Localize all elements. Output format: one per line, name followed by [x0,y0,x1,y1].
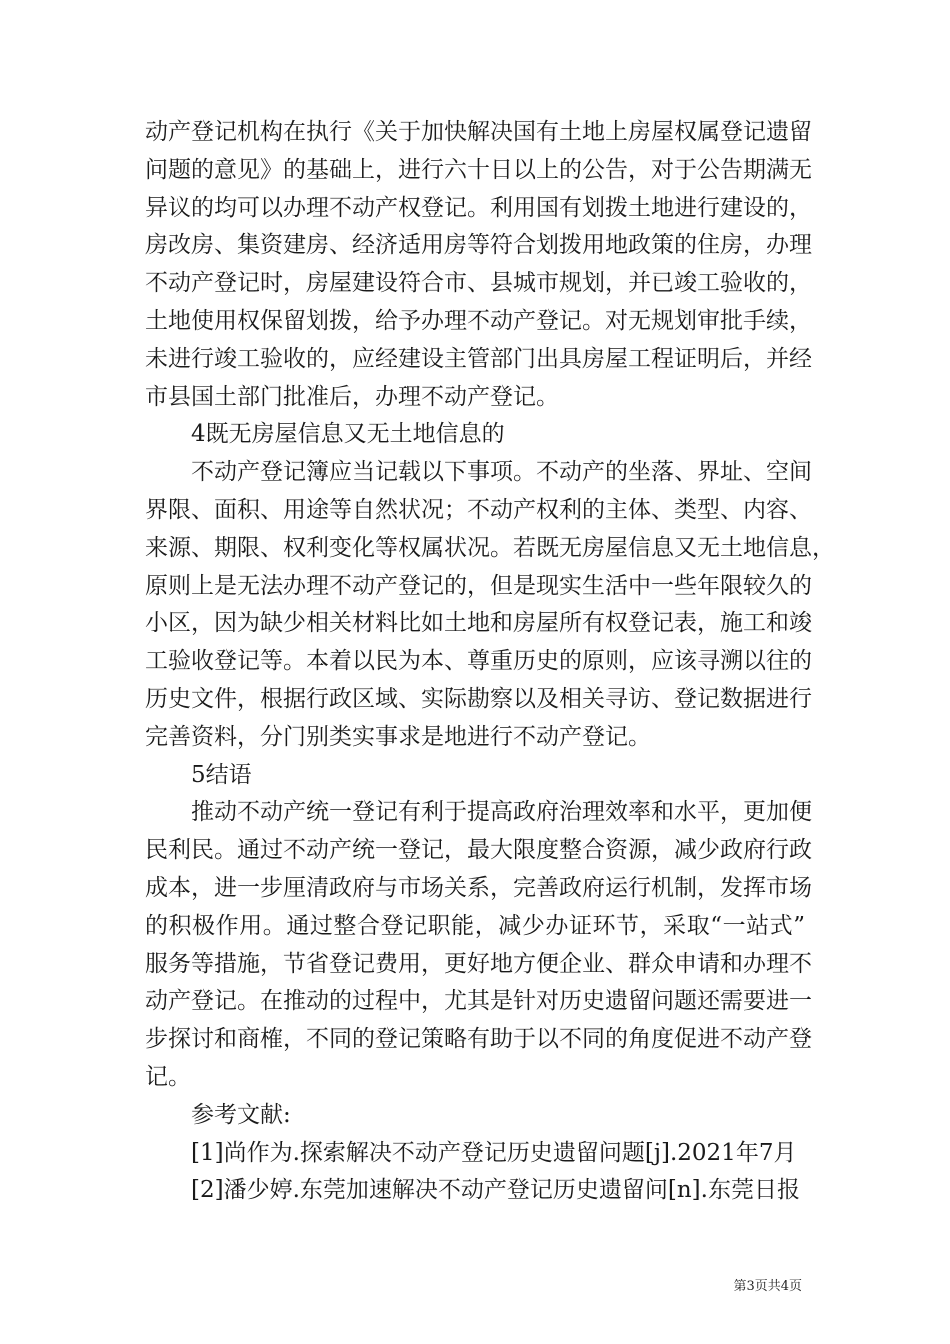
document-body [145,114,835,1210]
text-line: 房改房、集资建房、经济适用房等符合划拨用地政策的住房，办理 [145,232,812,259]
text-line: 服务等措施，节省登记费用，更好地方便企业、群众申请和办理不 [145,950,812,977]
text-line: 未进行竣工验收的，应经建设主管部门出具房屋工程证明后，并经 [145,345,812,372]
text-line: 步探讨和商榷，不同的登记策略有助于以不同的角度促进不动产登 [145,1026,812,1053]
reference-item: [1]尚作为.探索解决不动产登记历史遗留问题[j].2021年7月 [191,1139,797,1166]
text-line: 的积极作用。通过整合登记职能，减少办证环节，采取“一站式” [145,912,805,939]
text-line: 历史文件，根据行政区域、实际勘察以及相关寻访、登记数据进行 [145,685,812,712]
text-line: 成本，进一步厘清政府与市场关系，完善政府运行机制，发挥市场 [145,874,812,901]
paragraph-first-line: 不动产登记簿应当记载以下事项。不动产的坐落、界址、空间 [191,459,812,486]
text-line: 动产登记机构在执行《关于加快解决国有土地上房屋权属登记遗留 [145,119,812,145]
text-line: 异议的均可以办理不动产权登记。利用国有划拨土地进行建设的， [145,194,812,221]
text-line: 市县国土部门批准后，办理不动产登记。 [145,383,559,410]
text-line: 不动产登记时，房屋建设符合市、县城市规划，并已竣工验收的， [145,270,812,297]
page-number: 第3页共4页 [733,1279,802,1294]
text-line: 动产登记。在推动的过程中，尤其是针对历史遗留问题还需要进一 [145,988,812,1015]
section-heading: 4既无房屋信息又无土地信息的 [191,421,505,448]
text-line: 完善资料，分门别类实事求是地进行不动产登记。 [145,723,651,750]
section-heading: 5结语 [191,761,252,788]
text-line: 原则上是无法办理不动产登记的，但是现实生活中一些年限较久的 [145,572,812,599]
text-line: 民利民。通过不动产统一登记，最大限度整合资源，减少政府行政 [145,837,812,864]
text-line: 记。 [145,1063,191,1090]
paragraph-first-line: 推动不动产统一登记有利于提高政府治理效率和水平，更加便 [191,799,812,826]
text-line: 界限、面积、用途等自然状况；不动产权利的主体、类型、内容、 [145,496,812,523]
section-heading: 参考文献: [191,1101,291,1128]
reference-item: [2]潘少婷.东莞加速解决不动产登记历史遗留问[n].东莞日报 [191,1177,800,1204]
text-line: 小区，因为缺少相关材料比如土地和房屋所有权登记表，施工和竣 [145,610,812,637]
text-line: 土地使用权保留划拨，给予办理不动产登记。对无规划审批手续， [145,307,812,334]
text-line: 问题的意见》的基础上，进行六十日以上的公告，对于公告期满无 [145,156,812,183]
text-line: 工验收登记等。本着以民为本、尊重历史的原则，应该寻溯以往的 [145,648,812,675]
text-line: 来源、期限、权利变化等权属状况。若既无房屋信息又无土地信息， [145,534,835,561]
